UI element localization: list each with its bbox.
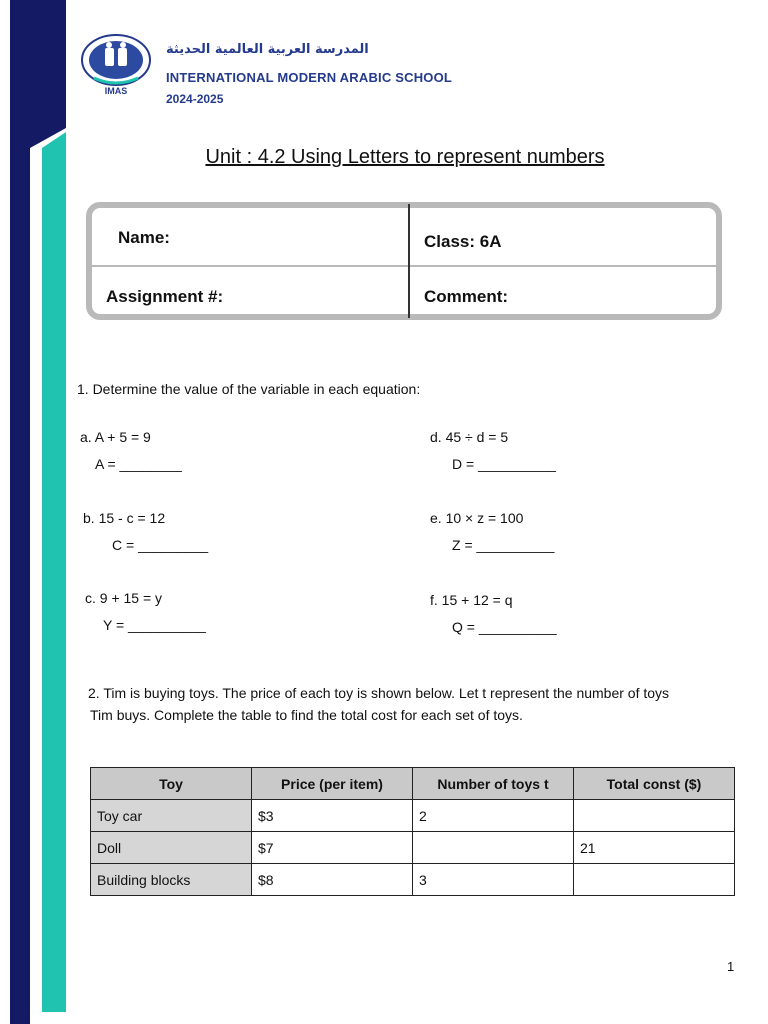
total-cell[interactable]	[574, 864, 735, 896]
toy-cell: Building blocks	[91, 864, 252, 896]
count-cell[interactable]: 3	[413, 864, 574, 896]
worksheet-title: Unit : 4.2 Using Letters to represent numbers	[205, 146, 605, 168]
q1c-equation: c. 9 + 15 = y	[85, 590, 163, 606]
assignment-label: Assignment #:	[106, 287, 224, 306]
price-cell: $7	[252, 832, 413, 864]
info-box-column-divider	[408, 204, 410, 318]
school-logo	[80, 34, 152, 96]
question-1-prompt: 1. Determine the value of the variable in each equation:	[77, 381, 421, 397]
q1d-answer: D = __________	[452, 456, 556, 472]
q1f-answer: Q = __________	[452, 619, 557, 635]
table-row	[91, 864, 735, 896]
q1a-answer: A = ________	[95, 456, 182, 472]
count-cell[interactable]	[413, 832, 574, 864]
header-total-cost: Total const ($)	[574, 768, 735, 800]
name-label: Name:	[118, 228, 170, 247]
count-cell[interactable]: 2	[413, 800, 574, 832]
side-stripe-teal	[42, 132, 66, 1012]
q1b-answer: C = _________	[112, 537, 209, 553]
toy-cost-table	[90, 767, 735, 896]
q1a-equation: a. A + 5 = 9	[80, 429, 151, 445]
q1b-equation: b. 15 - c = 12	[83, 510, 166, 526]
header-price: Price (per item)	[252, 768, 413, 800]
q1e-equation: e. 10 × z = 100	[430, 510, 524, 526]
table-row	[91, 832, 735, 864]
header-number-of-toys: Number of toys t	[413, 768, 574, 800]
price-cell: $8	[252, 864, 413, 896]
table-header-row	[91, 768, 735, 800]
school-name-english: INTERNATIONAL MODERN ARABIC SCHOOL	[166, 70, 453, 85]
question-2-prompt-line-1: 2. Tim is buying toys. The price of each toy is shown below. Let t represent the number of toys	[88, 685, 670, 701]
total-cell[interactable]: 21	[574, 832, 735, 864]
header-toy: Toy	[91, 768, 252, 800]
student-info-box	[86, 202, 722, 320]
page-number: 1	[727, 959, 735, 974]
class-label: Class: 6A	[424, 232, 502, 251]
table-row	[91, 800, 735, 832]
school-year: 2024-2025	[166, 92, 224, 106]
total-cell[interactable]	[574, 800, 735, 832]
toy-cell: Doll	[91, 832, 252, 864]
q1c-answer: Y = __________	[103, 617, 206, 633]
toy-cell: Toy car	[91, 800, 252, 832]
price-cell: $3	[252, 800, 413, 832]
school-name-arabic: المدرسة العربية العالمية الحديثة	[166, 42, 369, 57]
info-box-divider	[92, 265, 716, 267]
question-2-prompt-line-2: Tim buys. Complete the table to find the total cost for each set of toys.	[90, 707, 523, 723]
comment-label: Comment:	[424, 287, 509, 306]
q1e-answer: Z = __________	[452, 537, 555, 553]
q1f-equation: f. 15 + 12 = q	[430, 592, 513, 608]
logo-text: IMAS	[104, 86, 128, 96]
q1d-equation: d. 45 ÷ d = 5	[430, 429, 509, 445]
